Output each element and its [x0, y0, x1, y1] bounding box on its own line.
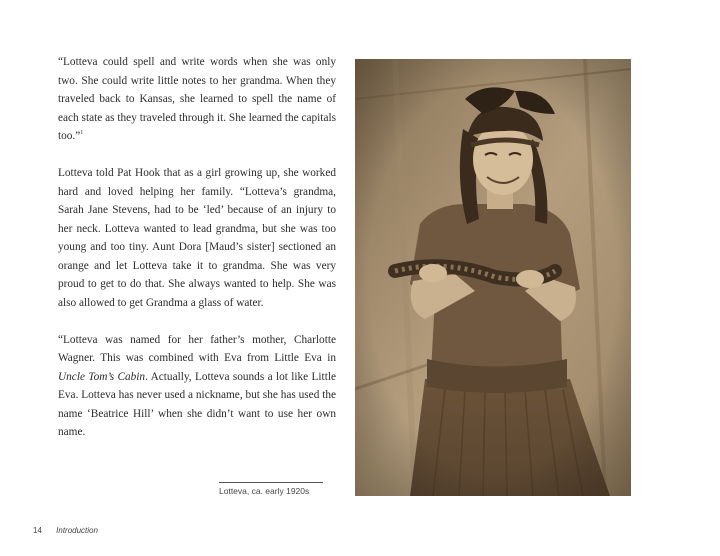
paragraph-1-text: “Lotteva could spell and write words when she was only two. She could write little notes to her grandma. When they traveled back to Kansas, she learned to spell the name of each state as they traveled through it. She learned the capitals too.”: [58, 56, 336, 142]
page-footer: [33, 526, 98, 535]
photo-illustration: [355, 59, 631, 496]
section-title: Introduction: [56, 526, 98, 535]
paragraph-3-before: “Lotteva was named for her father’s mother, Charlotte Wagner. This was combined with Eva from Little Eva in: [58, 333, 336, 364]
footnote-marker[interactable]: 1: [80, 130, 84, 137]
page-number: 14: [33, 526, 42, 535]
body-text: [58, 53, 336, 460]
sepia-photograph: [355, 59, 631, 496]
paragraph-2: Lotteva told Pat Hook that as a girl growing up, she worked hard and loved helping her family. “Lotteva’s grandma, Sarah Jane Stevens, had to be ‘led’ because of an injury to her neck. Lotteva wanted to lead grandma, but she was too young and too tiny. Aunt Dora [Maud’s sister] sectioned an orange and let Lotteva take it to grandma. She was very proud to get to do that. She always wanted to help. She was also allowed to get Grandma a glass of water.: [58, 167, 336, 309]
photo-caption: Lotteva, ca. early 1920s: [219, 486, 310, 496]
caption-rule: [219, 482, 323, 483]
paragraph-3: [58, 331, 336, 442]
book-title: Uncle Tom’s Cabin: [58, 370, 146, 383]
paragraph-1: [58, 53, 336, 146]
paragraph-3-after: . Actually, Lotteva sounds a lot like Little Eva. Lotteva has never used a nickname, but she has used the name ‘Beatrice Hill’ when she didn’t want to use her own name.: [58, 370, 336, 438]
